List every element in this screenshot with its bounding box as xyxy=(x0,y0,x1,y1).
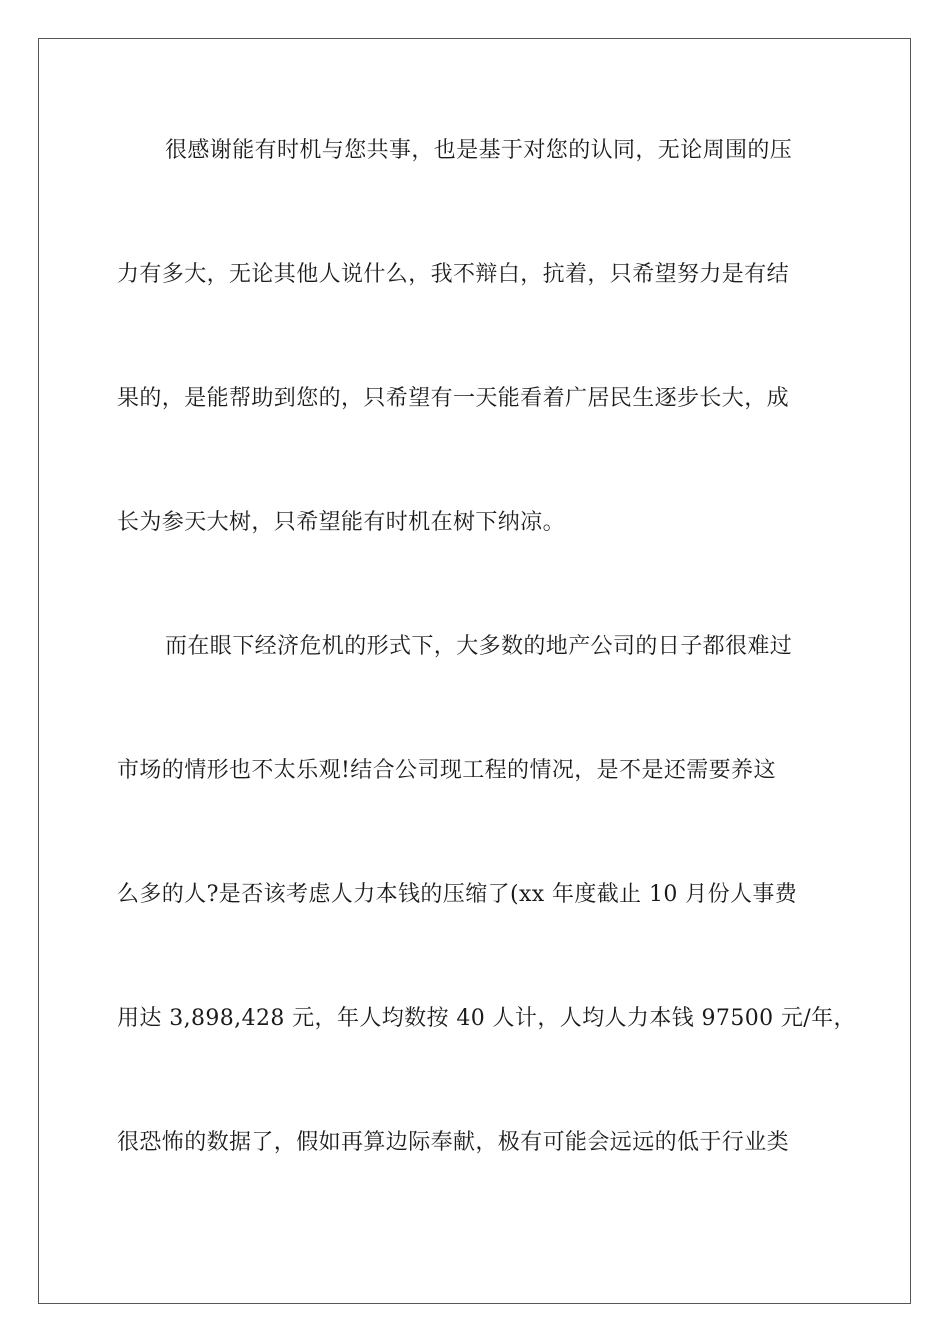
paragraph-2-line-3: 么多的人?是否该考虑人力本钱的压缩了(xx 年度截止 10 月份人事费 xyxy=(117,882,798,907)
paragraph-2-line-4: 用达 3,898,428 元，年人均数按 40 人计，人均人力本钱 97500 元/年， xyxy=(117,1006,856,1031)
paragraph-2-line-5: 很恐怖的数据了，假如再算边际奉献，极有可能会远远的低于行业类 xyxy=(117,1130,790,1155)
paragraph-1-line-1: 很感谢能有时机与您共事，也是基于对您的认同，无论周围的压 xyxy=(165,138,793,163)
paragraph-2-line-2: 市场的情形也不太乐观!结合公司现工程的情况，是不是还需要养这 xyxy=(117,758,776,783)
paragraph-2-line-1: 而在眼下经济危机的形式下，大多数的地产公司的日子都很难过 xyxy=(165,634,793,659)
paragraph-1-line-2: 力有多大，无论其他人说什么，我不辩白，抗着，只希望努力是有结 xyxy=(117,262,790,287)
paragraph-1-line-4: 长为参天大树，只希望能有时机在树下纳凉。 xyxy=(117,510,566,535)
paragraph-1-line-3: 果的，是能帮助到您的，只希望有一天能看着广居民生逐步长大，成 xyxy=(117,386,790,411)
page-border xyxy=(38,38,911,1304)
